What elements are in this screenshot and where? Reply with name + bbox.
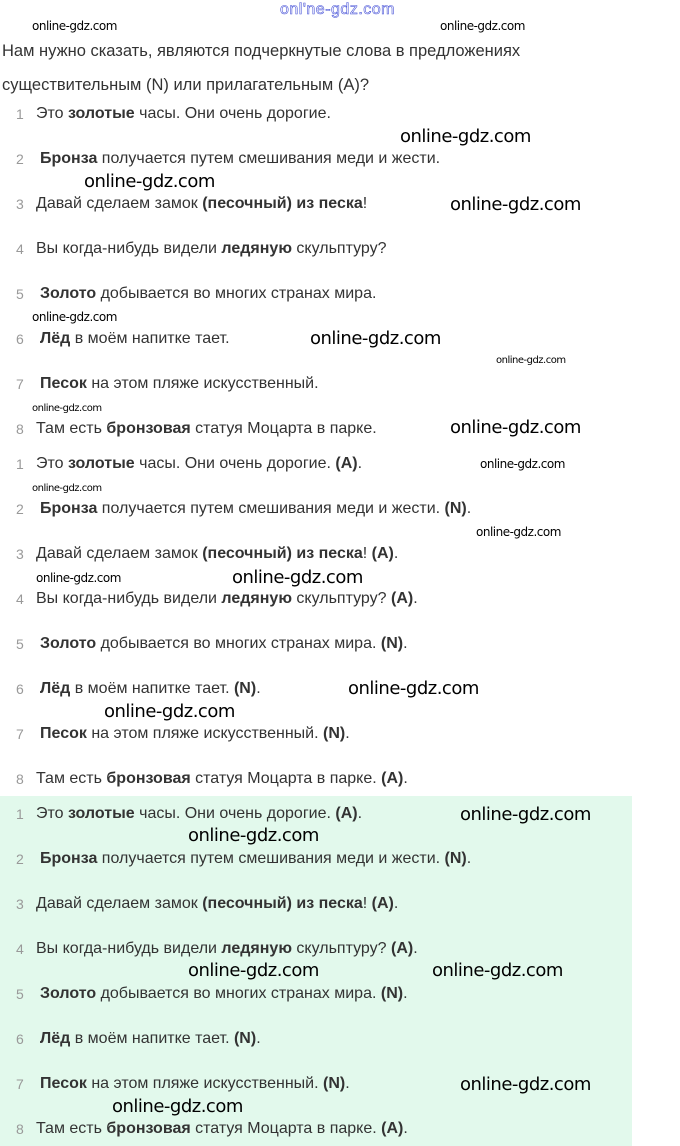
sentence-fragment: на этом пляже искусственный. xyxy=(86,1075,323,1092)
item-number: 3 xyxy=(16,896,24,912)
sentence-fragment: . xyxy=(256,1030,261,1047)
highlighted-word: (A) xyxy=(381,1120,404,1137)
highlighted-word: бронзовая xyxy=(106,420,191,437)
sentence-fragment: Там есть xyxy=(36,420,107,437)
watermark: online-gdz.com xyxy=(460,1074,591,1095)
watermark: online-gdz.com xyxy=(450,194,581,215)
sentence-fragment: Вы когда-нибудь видели xyxy=(36,240,222,257)
sentence-text xyxy=(36,894,398,914)
sentence-fragment: статуя Моцарта в парке. xyxy=(190,770,382,787)
sentence-fragment: . xyxy=(466,850,472,867)
sentence-text xyxy=(36,239,387,259)
site-logo: onl'ne-gdz.com xyxy=(280,1,395,18)
sentence-fragment: добывается во многих странах мира. xyxy=(96,985,381,1002)
sentence-text xyxy=(36,804,362,824)
watermark: online-gdz.com xyxy=(112,1096,243,1117)
highlighted-word: Песок xyxy=(40,725,87,742)
sentence-fragment: Это xyxy=(36,805,68,822)
highlighted-word: бронзовая xyxy=(106,1120,191,1137)
sentence-fragment: ! xyxy=(362,545,372,562)
highlighted-word: (A) xyxy=(390,590,414,607)
item-number: 7 xyxy=(16,726,24,742)
highlighted-word: Песок xyxy=(40,1075,87,1092)
sentence-fragment: . xyxy=(403,635,408,652)
item-number: 8 xyxy=(16,1121,24,1137)
watermark: online-gdz.com xyxy=(348,678,479,699)
highlighted-word: (A) xyxy=(371,545,394,562)
sentence-text xyxy=(40,1029,261,1049)
sentence-fragment: в моём напитке тает. xyxy=(70,1030,234,1047)
sentence-text xyxy=(36,939,418,959)
highlighted-word: (N) xyxy=(233,680,257,697)
highlighted-word: (N) xyxy=(444,500,467,517)
watermark: online-gdz.com xyxy=(32,403,102,414)
sentence-text xyxy=(40,634,408,654)
highlighted-word: ледяную xyxy=(221,940,292,957)
highlighted-word: Бронза xyxy=(40,850,98,867)
sentence-fragment: . xyxy=(357,455,363,472)
sentence-text xyxy=(40,499,471,519)
highlighted-word: Золото xyxy=(40,635,97,652)
sentence-fragment: . xyxy=(345,725,350,742)
item-number: 2 xyxy=(16,151,24,167)
highlighted-word: (N) xyxy=(323,1075,346,1092)
highlighted-word: (A) xyxy=(381,770,404,787)
sentence-fragment: . xyxy=(403,985,408,1002)
item-number: 8 xyxy=(16,771,24,787)
highlighted-word: (N) xyxy=(444,850,467,867)
sentence-fragment: скульптуру? xyxy=(291,240,387,257)
watermark: online-gdz.com xyxy=(104,701,235,722)
item-number: 6 xyxy=(16,681,24,697)
item-number: 1 xyxy=(16,106,24,122)
highlighted-word: (N) xyxy=(233,1030,257,1047)
sentence-fragment: Вы когда-нибудь видели xyxy=(36,940,222,957)
sentence-fragment: часы. Они очень дорогие. xyxy=(134,105,331,122)
highlighted-word: золотые xyxy=(68,105,135,122)
highlighted-word: Лёд xyxy=(40,1030,71,1047)
sentence-text xyxy=(36,454,362,474)
highlighted-word: Золото xyxy=(40,285,97,302)
sentence-fragment: Давай сделаем замок xyxy=(36,195,203,212)
item-number: 7 xyxy=(16,1076,24,1092)
item-number: 5 xyxy=(16,986,24,1002)
sentence-text xyxy=(40,149,440,169)
sentence-text xyxy=(40,1074,350,1094)
sentence-text xyxy=(40,284,376,304)
watermark: online-gdz.com xyxy=(400,126,531,147)
item-number: 4 xyxy=(16,941,24,957)
sentence-fragment: статуя Моцарта в парке. xyxy=(190,1120,382,1137)
sentence-fragment: на этом пляже искусственный. xyxy=(86,375,319,392)
watermark: online-gdz.com xyxy=(188,825,319,846)
sentence-fragment: Давай сделаем замок xyxy=(36,895,203,912)
watermark: online-gdz.com xyxy=(476,525,561,539)
item-number: 4 xyxy=(16,241,24,257)
watermark: online-gdz.com xyxy=(36,571,121,585)
sentence-text xyxy=(40,724,350,744)
sentence-fragment: Давай сделаем замок xyxy=(36,545,203,562)
sentence-fragment: . xyxy=(403,770,408,787)
watermark: online-gdz.com xyxy=(310,328,441,349)
sentence-text xyxy=(40,329,230,349)
watermark: online-gdz.com xyxy=(32,310,117,324)
sentence-text xyxy=(36,104,331,124)
sentence-fragment: . xyxy=(393,545,399,562)
sentence-fragment: скульптуру? xyxy=(291,940,391,957)
item-number: 6 xyxy=(16,331,24,347)
watermark: online-gdz.com xyxy=(440,19,525,33)
sentence-text xyxy=(40,374,319,394)
watermark: online-gdz.com xyxy=(496,355,566,366)
sentence-fragment: . xyxy=(345,1075,350,1092)
highlighted-word: (A) xyxy=(390,940,414,957)
sentence-fragment: . xyxy=(413,940,418,957)
item-number: 1 xyxy=(16,806,24,822)
sentence-fragment: часы. Они очень дорогие. xyxy=(134,805,336,822)
highlighted-word: золотые xyxy=(68,805,135,822)
sentence-fragment: Там есть xyxy=(36,1120,107,1137)
highlighted-word: (N) xyxy=(380,635,404,652)
sentence-fragment: часы. Они очень дорогие. xyxy=(134,455,336,472)
sentence-fragment: . xyxy=(357,805,363,822)
highlighted-word: золотые xyxy=(68,455,135,472)
highlighted-word: бронзовая xyxy=(106,770,191,787)
watermark: online-gdz.com xyxy=(450,417,581,438)
highlighted-word: (A) xyxy=(371,895,394,912)
watermark: online-gdz.com xyxy=(460,804,591,825)
watermark: online-gdz.com xyxy=(32,19,117,33)
sentence-fragment: . xyxy=(466,500,472,517)
item-number: 2 xyxy=(16,851,24,867)
sentence-fragment: Это xyxy=(36,455,68,472)
highlighted-word: Бронза xyxy=(40,150,98,167)
sentence-fragment: на этом пляже искусственный. xyxy=(86,725,323,742)
highlighted-word: (N) xyxy=(323,725,346,742)
item-number: 7 xyxy=(16,376,24,392)
sentence-text xyxy=(40,984,408,1004)
sentence-fragment: в моём напитке тает. xyxy=(70,330,230,347)
highlighted-word: Лёд xyxy=(40,330,71,347)
highlighted-word: (A) xyxy=(335,805,358,822)
sentence-fragment: . xyxy=(256,680,261,697)
highlighted-word: (N) xyxy=(380,985,404,1002)
highlighted-word: (A) xyxy=(335,455,358,472)
item-number: 3 xyxy=(16,196,24,212)
item-number: 1 xyxy=(16,456,24,472)
highlighted-word: ледяную xyxy=(221,590,292,607)
highlighted-word: ледяную xyxy=(221,240,292,257)
sentence-text xyxy=(36,1119,408,1139)
sentence-fragment: статуя Моцарта в парке. xyxy=(190,420,377,437)
watermark: online-gdz.com xyxy=(480,457,565,471)
item-number: 4 xyxy=(16,591,24,607)
sentence-fragment: получается путем смешивания меди и жести. xyxy=(97,500,445,517)
sentence-text xyxy=(40,679,261,699)
watermark: online-gdz.com xyxy=(432,960,563,981)
item-number: 5 xyxy=(16,636,24,652)
sentence-text xyxy=(36,419,377,439)
sentence-text xyxy=(40,849,471,869)
sentence-text xyxy=(36,589,418,609)
sentence-fragment: получается путем смешивания меди и жести. xyxy=(97,850,445,867)
watermark: online-gdz.com xyxy=(232,567,363,588)
sentence-fragment: скульптуру? xyxy=(291,590,391,607)
sentence-fragment: Это xyxy=(36,105,68,122)
sentence-fragment: . xyxy=(413,590,418,607)
sentence-fragment: Вы когда-нибудь видели xyxy=(36,590,222,607)
highlighted-word: (песочный) из песка xyxy=(202,895,363,912)
highlighted-word: Бронза xyxy=(40,500,98,517)
sentence-fragment: Там есть xyxy=(36,770,107,787)
item-number: 6 xyxy=(16,1031,24,1047)
sentence-fragment: получается путем смешивания меди и жести. xyxy=(97,150,441,167)
highlighted-word: Лёд xyxy=(40,680,71,697)
watermark: online-gdz.com xyxy=(188,960,319,981)
highlighted-word: (песочный) из песка xyxy=(202,195,363,212)
highlighted-word: (песочный) из песка xyxy=(202,545,363,562)
sentence-text xyxy=(36,194,367,214)
sentence-text xyxy=(36,544,398,564)
sentence-fragment: . xyxy=(403,1120,408,1137)
highlighted-word: Песок xyxy=(40,375,87,392)
sentence-fragment: добывается во многих странах мира. xyxy=(96,635,381,652)
item-number: 8 xyxy=(16,421,24,437)
item-number: 5 xyxy=(16,286,24,302)
highlighted-word: Золото xyxy=(40,985,97,1002)
sentence-fragment: ! xyxy=(362,195,368,212)
sentence-fragment: в моём напитке тает. xyxy=(70,680,234,697)
sentence-text xyxy=(36,769,408,789)
watermark: online-gdz.com xyxy=(84,171,215,192)
sentence-fragment: ! xyxy=(362,895,372,912)
sentence-fragment: добывается во многих странах мира. xyxy=(96,285,377,302)
item-number: 2 xyxy=(16,501,24,517)
question-text: Нам нужно сказать, являются подчеркнутые слова в предложениях существительным (N) или прилагательным (A)? xyxy=(2,42,521,94)
item-number: 3 xyxy=(16,546,24,562)
watermark: online-gdz.com xyxy=(32,483,102,494)
sentence-fragment: . xyxy=(393,895,399,912)
